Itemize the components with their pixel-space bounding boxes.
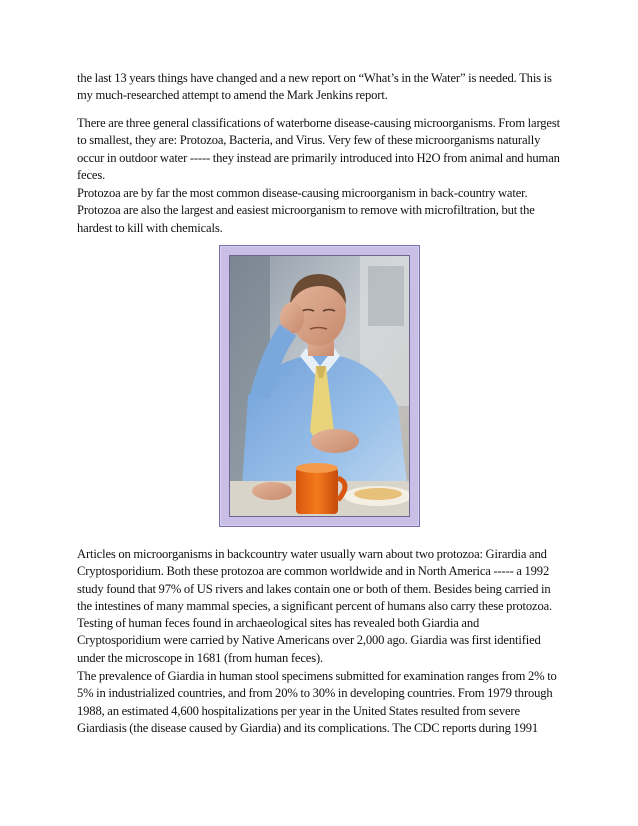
paragraph: the last 13 years things have changed and a new report on “What’s in the Water” is needed. This is my much-researched attempt to amend the Mark Jenkins report.	[77, 71, 552, 103]
paragraph: The prevalence of Giardia in human stool specimens submitted for examination ranges from 2% to 5% in industrialized countries, and from 20% to 30% in developing countries. From 1979 through 1988, an estimated 4,600 hospitalizations per year in the United States resulted from severe Giardiasis (the disease caused by Giardia) and its complications. The CDC reports during 1991	[77, 669, 557, 735]
paragraph: There are three general classifications of waterborne disease-causing microorganisms. From largest to smallest, they are: Protozoa, Bacteria, and Virus. Very few of these microorganisms naturally occur in outdoor water ----- they instead are primarily introduced into H2O from animal and human feces.	[77, 116, 560, 182]
photo-frame	[219, 245, 420, 527]
paragraph: Articles on microorganisms in backcountry water usually warn about two protozoa: Girardia and Cryptosporidium. Both these protozoa are common worldwide and in North America ----- a 1992 study found that 97% of US rivers and lakes contain one or both of them. Besides being carried in the intestines of many mammal species, a significant percent of humans also carry these protozoa. Testing of human feces found in archaeological sites has revealed both Giardia and Cryptosporidium were carried by Native Americans over 2,000 ago. Giardia was first identified under the microscope in 1681 (from human feces).	[77, 547, 553, 665]
photo-man-with-stomach-ache	[229, 255, 410, 517]
paragraph: Protozoa are by far the most common disease-causing microorganism in back-country water. Protozoa are also the largest and easiest microorganism to remove with microfiltration, but the hardest to kill with chemicals.	[77, 186, 535, 235]
